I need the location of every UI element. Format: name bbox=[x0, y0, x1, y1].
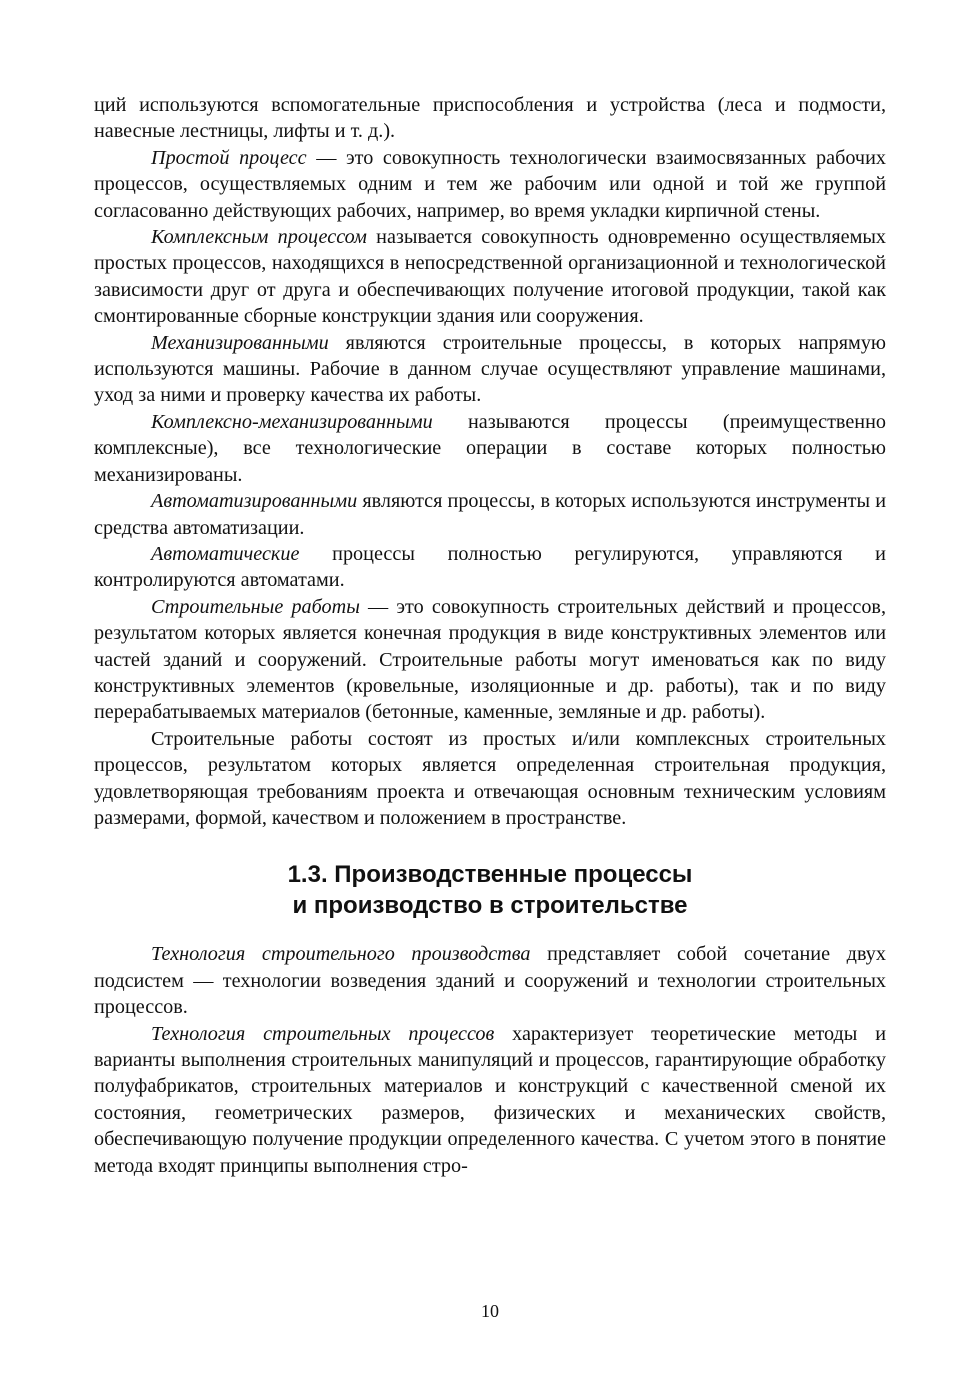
paragraph bbox=[94, 330, 886, 409]
term: Механизированными bbox=[151, 331, 329, 354]
paragraph bbox=[94, 541, 886, 594]
paragraph-text: являются строительные процессы, в которых напрямую используются машины. Рабочие в данном случае осуществляют управление машинами, уход за ними и проверку качества их работы. bbox=[94, 331, 886, 407]
paragraph bbox=[94, 409, 886, 488]
page-number: 10 bbox=[481, 1301, 499, 1321]
term: Автоматические bbox=[151, 542, 300, 565]
paragraph bbox=[94, 224, 886, 330]
section-heading-line: и производство в строительстве bbox=[292, 892, 688, 920]
paragraph bbox=[94, 1021, 886, 1179]
paragraph-text: называется совокупность одновременно осуществляемых простых процессов, находящихся в непосредственной организационной и технологической зависимости друг от друга и обеспечивающих получение итоговой продукции, такой как смонтированные сборные конструкции здания или сооружения. bbox=[94, 226, 886, 328]
term: Комплексным процессом bbox=[151, 226, 367, 249]
term: Простой процесс bbox=[151, 146, 307, 169]
document-page bbox=[94, 92, 886, 1179]
term: Технология строительных процессов bbox=[151, 1022, 495, 1045]
paragraph-text: характеризует теоретические методы и варианты выполнения строительных манипуляций и процессов, гарантирующие обработку полуфабрикатов, строительных материалов и конструкций с качественной сменой их состояния, геометрических размеров, физических и механических свойств, обеспечивающую получение продукции определенного качества. С учетом этого в понятие метода входят принципы выполнения стро- bbox=[94, 1022, 887, 1177]
term: Строительные работы bbox=[151, 595, 360, 618]
paragraph bbox=[94, 488, 886, 541]
section-heading-line: 1.3. Производственные процессы bbox=[287, 861, 693, 889]
section-heading bbox=[94, 859, 886, 921]
paragraph-text: — это совокупность строительных действий и процессов, результатом которых является конечная продукция в виде конструктивных элементов или частей зданий и сооружений. Строительные работы могут именоваться как по виду конструктивных элементов (кровельные, изоляционные и др. работы), так и по виду перерабатываемых материалов (бетонные, каменные, земляные и др. работы). bbox=[94, 595, 887, 724]
paragraph-text: представляет собой сочетание двух подсистем — технологии возведения зданий и сооружений и технологии строительных процессов. bbox=[94, 943, 886, 1019]
term: Технология строительного производства bbox=[151, 943, 531, 966]
paragraph bbox=[94, 594, 886, 726]
paragraph-text: Строительные работы состоят из простых и/или комплексных строительных процессов, результатом которых является определенная строительная продукция, удовлетворяющая требованиям проекта и отвечающая основным техническим условиям размерами, формой, качеством и положением в пространстве. bbox=[94, 727, 886, 829]
term: Автоматизированными bbox=[151, 490, 358, 513]
paragraph bbox=[94, 92, 886, 145]
paragraph-text: ций используются вспомогательные приспособления и устройства (леса и подмости, навесные лестницы, лифты и т. д.). bbox=[94, 94, 886, 143]
paragraph bbox=[94, 941, 886, 1020]
paragraph-text: — это совокупность технологически взаимосвязанных рабочих процессов, осуществляемых одним и тем же рабочим или одной и той же группой согласованно действующих рабочих, например, во время укладки кирпичной стены. bbox=[94, 146, 886, 222]
term: Комплексно-механизированными bbox=[151, 410, 433, 433]
paragraph bbox=[94, 145, 886, 224]
paragraph-text: называются процессы (преимущественно комплексные), все технологические операции в составе которых полностью механизированы. bbox=[94, 410, 886, 486]
paragraph bbox=[94, 726, 886, 832]
paragraph-text: процессы полностью регулируются, управляются и контролируются автоматами. bbox=[94, 542, 886, 592]
paragraph-text: являются процессы, в которых используются инструменты и средства автоматизации. bbox=[94, 490, 886, 539]
